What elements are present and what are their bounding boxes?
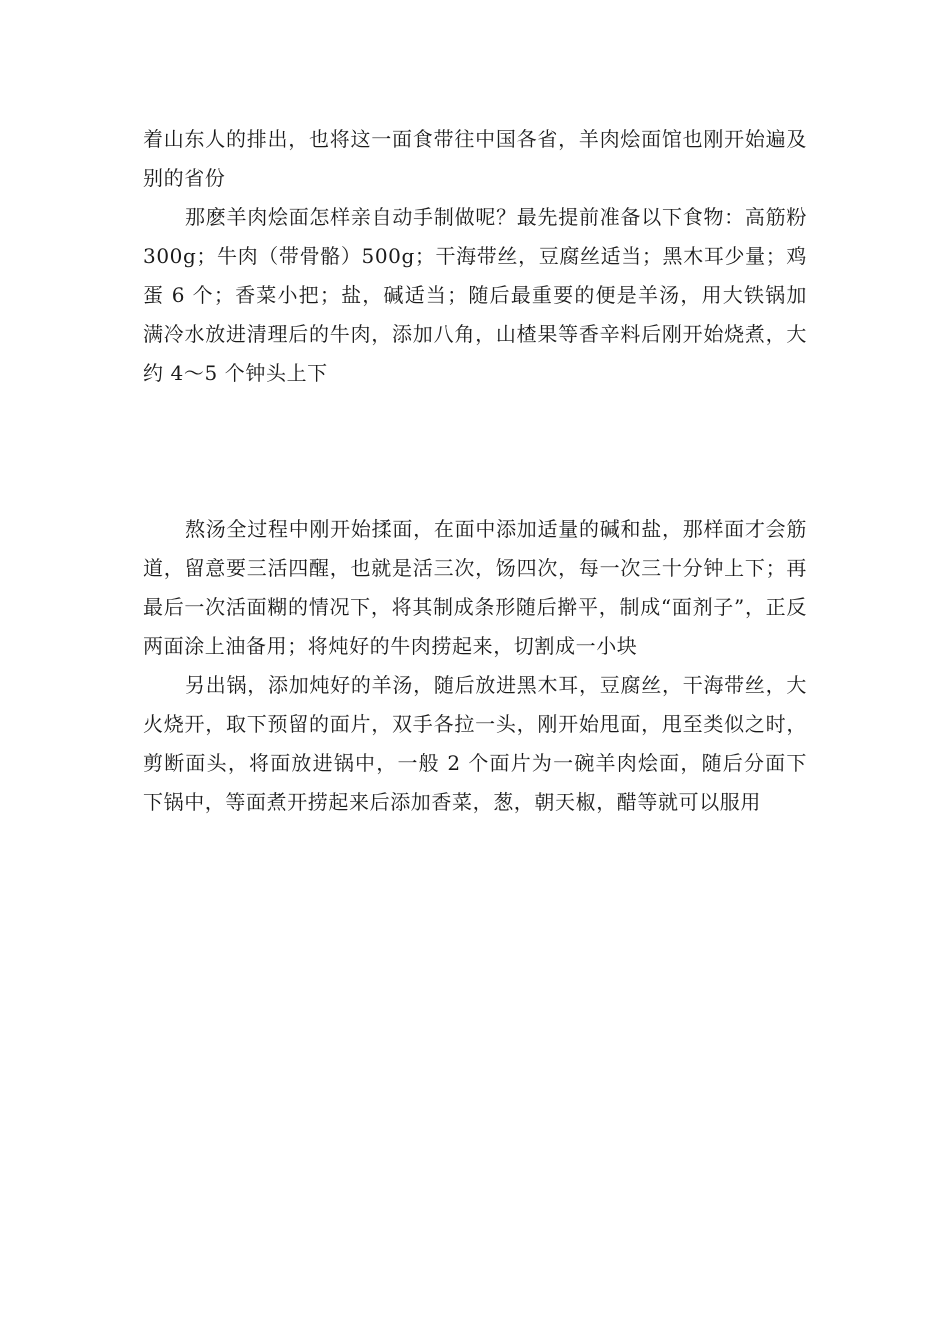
paragraph-ingredients: 那麽羊肉烩面怎样亲自动手制做呢？最先提前准备以下食物：高筋粉 300g；牛肉（带骨骼）500g；干海带丝，豆腐丝适当；黑木耳少量；鸡蛋 6 个；香菜小把；盐，碱适当；随后最重要的便是羊汤，用大铁锅加满冷水放进清理后的牛肉，添加八角，山楂果等香辛料后刚开始烧煮，大约 4～5 个钟头上下 bbox=[143, 205, 807, 385]
paragraph-cooking: 另出锅，添加炖好的羊汤，随后放进黑木耳，豆腐丝，干海带丝，大火烧开，取下预留的面片，双手各拉一头，刚开始甩面，甩至类似之时，剪断面头，将面放进锅中，一般 2 个面片为一碗羊肉烩面，随后分面下下锅中，等面煮开捞起来后添加香菜，葱，朝天椒，醋等就可以服用 bbox=[143, 673, 807, 814]
paragraph-continuation: 着山东人的排出，也将这一面食带往中国各省，羊肉烩面馆也刚开始遍及别的省份 bbox=[143, 127, 807, 190]
document-body bbox=[143, 120, 807, 822]
paragraph-gap bbox=[143, 393, 807, 510]
paragraph-dough: 熬汤全过程中刚开始揉面，在面中添加适量的碱和盐，那样面才会筋道，留意要三活四醒，也就是活三次，饧四次，每一次三十分钟上下；再最后一次活面糊的情况下，将其制成条形随后擀平，制成“面剂子”，正反两面涂上油备用；将炖好的牛肉捞起来，切割成一小块 bbox=[143, 517, 807, 658]
